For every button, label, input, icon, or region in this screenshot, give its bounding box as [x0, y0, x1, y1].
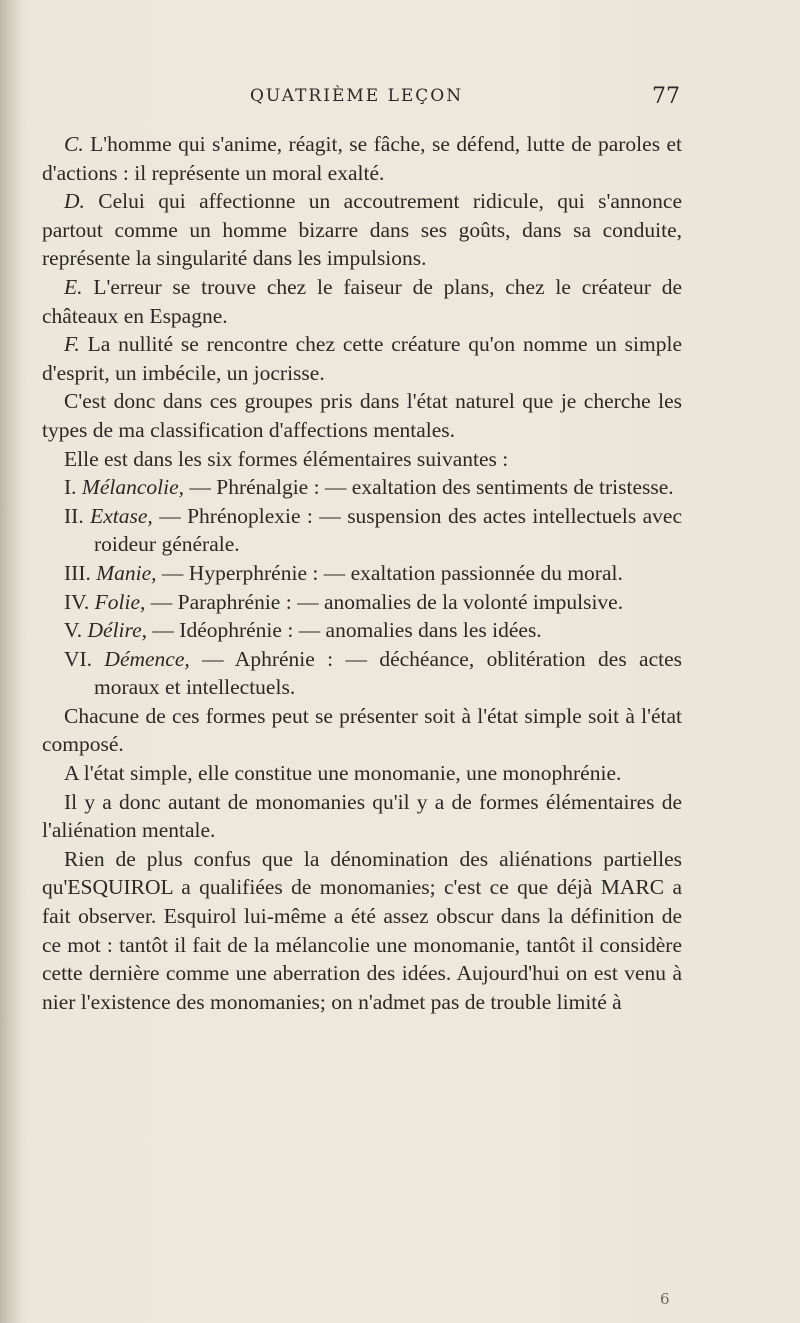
- page-header: [250, 86, 680, 120]
- paragraph: [42, 130, 682, 187]
- body-text: [42, 130, 682, 1016]
- form-description: — Phrénoplexie : — suspension des actes intellectuels avec roideur générale.: [94, 503, 683, 557]
- list-item: [42, 588, 682, 617]
- list-item: [42, 473, 682, 502]
- list-item: [42, 559, 682, 588]
- paragraph: [42, 273, 682, 330]
- paragraph: Rien de plus confus que la dénomination des aliénations partielles qu'ESQUIROL a qualifiées de monomanies; c'est ce que déjà MARC a fait observer. Esquirol lui-même a été assez obscur dans la définition de ce mot : tantôt il fait de la mélancolie une monomanie, tantôt il considère cette dernière comme une aberration des idées. Aujourd'hui on est venu à nier l'existence des monomanies; on n'admet pas de trouble limité à: [42, 846, 682, 1014]
- form-numeral: II.: [64, 503, 84, 528]
- form-description: — Aphrénie : — déchéance, oblitération des actes moraux et intellectuels.: [94, 646, 683, 700]
- paragraph-label: C.: [64, 132, 84, 156]
- paragraph: [42, 387, 682, 444]
- form-numeral: V.: [64, 618, 83, 643]
- paragraph-text: Elle est dans les six formes élémentaires suivantes :: [64, 446, 509, 471]
- form-description: — Idéophrénie : — anomalies dans les idées.: [152, 618, 542, 643]
- signature-mark: 6: [660, 1290, 670, 1308]
- list-item: [42, 645, 682, 702]
- running-title: QUATRIÈME LEÇON: [250, 86, 464, 106]
- form-description: — Phrénalgie : — exaltation des sentiments de tristesse.: [189, 475, 674, 500]
- paragraph: Il y a donc autant de monomanies qu'il y a de formes élémentaires de l'aliénation mentale.: [42, 789, 682, 843]
- form-term: Manie,: [96, 560, 157, 585]
- paragraph: Chacune de ces formes peut se présenter soit à l'état simple soit à l'état composé.: [42, 703, 682, 757]
- paragraph-label: E.: [64, 274, 83, 299]
- form-numeral: III.: [64, 560, 91, 585]
- paragraph: A l'état simple, elle constitue une monomanie, une monophrénie.: [64, 761, 622, 786]
- paragraph-label: F.: [64, 332, 80, 357]
- paragraph-text: L'erreur se trouve chez le faiseur de plans, chez le créateur de châteaux en Espagne.: [42, 274, 683, 328]
- page-number: 77: [652, 84, 680, 109]
- form-term: Folie,: [94, 589, 146, 614]
- list-item: [42, 502, 682, 559]
- form-numeral: IV.: [64, 589, 90, 614]
- paragraph-text: La nullité se rencontre chez cette créature qu'on nomme un simple d'esprit, un imbécile, un jocrisse.: [42, 332, 682, 385]
- paragraph-text: C'est donc dans ces groupes pris dans l'état naturel que je cherche les types de ma classification d'affections mentales.: [42, 389, 682, 442]
- paragraph: [42, 330, 682, 387]
- form-term: Mélancolie,: [81, 475, 185, 500]
- list-item: [42, 616, 682, 645]
- paragraph: [42, 445, 682, 474]
- paragraph-text: L'homme qui s'anime, réagit, se fâche, se défend, lutte de paroles et d'actions : il représente un moral exalté.: [42, 132, 682, 185]
- form-description: — Hyperphrénie : — exaltation passionnée du moral.: [161, 560, 623, 585]
- form-term: Extase,: [90, 503, 153, 528]
- paragraph-text: Celui qui affectionne un accoutrement ridicule, qui s'annonce partout comme un homme bizarre dans ses goûts, dans sa conduite, représente la singularité dans les impulsions.: [42, 189, 683, 271]
- form-description: — Paraphrénie : — anomalies de la volonté impulsive.: [150, 589, 624, 614]
- paragraph: [42, 187, 682, 273]
- form-term: Démence,: [104, 646, 190, 671]
- forms-list: [42, 473, 682, 702]
- form-numeral: I.: [64, 475, 77, 500]
- form-numeral: VI.: [64, 646, 93, 671]
- page-spine-shadow: [0, 0, 22, 1323]
- form-term: Délire,: [87, 618, 148, 643]
- paragraph-label: D.: [64, 189, 85, 214]
